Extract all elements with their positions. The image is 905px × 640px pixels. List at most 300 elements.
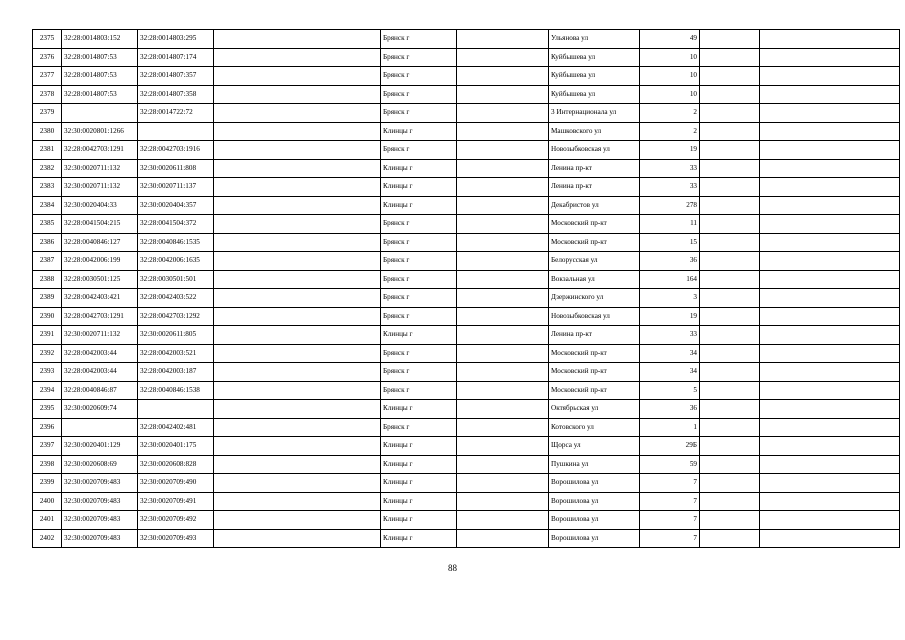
house-number-cell: 10 [640, 48, 700, 67]
house-number-cell: 10 [640, 85, 700, 104]
street-cell: Ленина пр-кт [549, 178, 640, 197]
empty-cell [457, 141, 549, 160]
cadastral-number-premises: 32:28:0042003:187 [138, 363, 214, 382]
street-cell: Ульянова ул [549, 30, 640, 49]
page-number: 88 [448, 563, 457, 573]
empty-cell [760, 252, 900, 271]
house-number-cell: 7 [640, 511, 700, 530]
table-body [33, 30, 900, 548]
table-row [33, 326, 900, 345]
street-cell: Ленина пр-кт [549, 326, 640, 345]
empty-cell [214, 307, 381, 326]
city-cell: Брянск г [381, 48, 457, 67]
table-row [33, 400, 900, 419]
cadastral-number-premises: 32:28:0042703:1292 [138, 307, 214, 326]
city-cell: Брянск г [381, 233, 457, 252]
row-number: 2376 [33, 48, 62, 67]
street-cell: Московский пр-кт [549, 363, 640, 382]
empty-cell [760, 159, 900, 178]
row-number: 2382 [33, 159, 62, 178]
table-row [33, 30, 900, 49]
table-row [33, 178, 900, 197]
empty-cell [760, 122, 900, 141]
city-cell: Клинцы г [381, 400, 457, 419]
street-cell: Московский пр-кт [549, 344, 640, 363]
empty-cell [214, 122, 381, 141]
empty-cell [700, 400, 760, 419]
cadastral-number-parcel: 32:28:0042703:1291 [62, 307, 138, 326]
cadastral-number-premises: 32:28:0014807:358 [138, 85, 214, 104]
cadastral-number-premises: 32:30:0020709:490 [138, 474, 214, 493]
city-cell: Брянск г [381, 270, 457, 289]
empty-cell [700, 196, 760, 215]
empty-cell [457, 492, 549, 511]
city-cell: Клинцы г [381, 159, 457, 178]
table-row [33, 492, 900, 511]
street-cell: Вокзальная ул [549, 270, 640, 289]
cadastral-number-parcel: 32:30:0020609:74 [62, 400, 138, 419]
empty-cell [760, 326, 900, 345]
empty-cell [760, 178, 900, 197]
table-row [33, 455, 900, 474]
cadastral-number-parcel: 32:30:0020709:483 [62, 474, 138, 493]
row-number: 2388 [33, 270, 62, 289]
table-row [33, 289, 900, 308]
empty-cell [214, 178, 381, 197]
street-cell: Декабристов ул [549, 196, 640, 215]
empty-cell [700, 326, 760, 345]
cadastral-number-parcel: 32:28:0030501:125 [62, 270, 138, 289]
empty-cell [760, 418, 900, 437]
row-number: 2390 [33, 307, 62, 326]
table-row [33, 159, 900, 178]
street-cell: Белорусская ул [549, 252, 640, 271]
city-cell: Брянск г [381, 344, 457, 363]
cadastral-number-premises: 32:30:0020709:492 [138, 511, 214, 530]
empty-cell [457, 381, 549, 400]
street-cell: Ворошилова ул [549, 492, 640, 511]
table-row [33, 363, 900, 382]
house-number-cell: 10 [640, 67, 700, 86]
cadastral-number-premises: 32:28:0042003:521 [138, 344, 214, 363]
table-row [33, 270, 900, 289]
house-number-cell: 7 [640, 529, 700, 548]
empty-cell [457, 85, 549, 104]
table-row [33, 511, 900, 530]
house-number-cell: 33 [640, 159, 700, 178]
house-number-cell: 2 [640, 104, 700, 123]
cadastral-number-parcel: 32:28:0014807:53 [62, 85, 138, 104]
cadastral-number-premises: 32:28:0042703:1916 [138, 141, 214, 160]
street-cell: Новозыбковская ул [549, 141, 640, 160]
empty-cell [214, 437, 381, 456]
cadastral-number-premises: 32:28:0014722:72 [138, 104, 214, 123]
row-number: 2400 [33, 492, 62, 511]
empty-cell [760, 529, 900, 548]
empty-cell [457, 178, 549, 197]
house-number-cell: 33 [640, 326, 700, 345]
table-row [33, 529, 900, 548]
row-number: 2395 [33, 400, 62, 419]
cadastral-number-premises: 32:28:0041504:372 [138, 215, 214, 234]
empty-cell [457, 511, 549, 530]
row-number: 2378 [33, 85, 62, 104]
cadastral-number-parcel: 32:28:0041504:215 [62, 215, 138, 234]
empty-cell [760, 381, 900, 400]
row-number: 2377 [33, 67, 62, 86]
empty-cell [700, 381, 760, 400]
house-number-cell: 19 [640, 307, 700, 326]
row-number: 2397 [33, 437, 62, 456]
empty-cell [700, 48, 760, 67]
cadastral-number-premises: 32:30:0020711:137 [138, 178, 214, 197]
empty-cell [700, 307, 760, 326]
empty-cell [457, 529, 549, 548]
empty-cell [760, 289, 900, 308]
empty-cell [457, 289, 549, 308]
table-row [33, 418, 900, 437]
house-number-cell: 2 [640, 122, 700, 141]
empty-cell [700, 178, 760, 197]
empty-cell [214, 289, 381, 308]
row-number: 2386 [33, 233, 62, 252]
empty-cell [700, 363, 760, 382]
empty-cell [214, 252, 381, 271]
empty-cell [457, 159, 549, 178]
cadastral-number-parcel: 32:30:0020801:1266 [62, 122, 138, 141]
empty-cell [700, 215, 760, 234]
city-cell: Брянск г [381, 252, 457, 271]
empty-cell [214, 159, 381, 178]
empty-cell [760, 270, 900, 289]
empty-cell [700, 474, 760, 493]
cadastral-number-premises: 32:28:0042403:522 [138, 289, 214, 308]
empty-cell [760, 437, 900, 456]
city-cell: Клинцы г [381, 196, 457, 215]
row-number: 2381 [33, 141, 62, 160]
street-cell: Ворошилова ул [549, 529, 640, 548]
cadastral-number-premises [138, 400, 214, 419]
empty-cell [214, 104, 381, 123]
cadastral-number-parcel: 32:30:0020709:483 [62, 529, 138, 548]
house-number-cell: 19 [640, 141, 700, 160]
empty-cell [457, 122, 549, 141]
cadastral-number-parcel: 32:28:0014807:53 [62, 67, 138, 86]
cadastral-number-parcel: 32:28:0014803:152 [62, 30, 138, 49]
row-number: 2398 [33, 455, 62, 474]
street-cell: Ленина пр-кт [549, 159, 640, 178]
cadastral-number-premises: 32:30:0020611:808 [138, 159, 214, 178]
table-row [33, 344, 900, 363]
empty-cell [700, 252, 760, 271]
table-row [33, 85, 900, 104]
city-cell: Клинцы г [381, 122, 457, 141]
empty-cell [760, 455, 900, 474]
cadastral-number-parcel [62, 104, 138, 123]
street-cell: Октябрьская ул [549, 400, 640, 419]
empty-cell [214, 85, 381, 104]
table-row [33, 307, 900, 326]
cadastral-number-premises: 32:28:0014807:174 [138, 48, 214, 67]
cadastral-number-parcel: 32:28:0042003:44 [62, 344, 138, 363]
table-row [33, 215, 900, 234]
empty-cell [457, 455, 549, 474]
city-cell: Клинцы г [381, 455, 457, 474]
city-cell: Брянск г [381, 141, 457, 160]
cadastral-number-premises: 32:28:0042006:1635 [138, 252, 214, 271]
cadastral-number-premises: 32:30:0020401:175 [138, 437, 214, 456]
empty-cell [457, 437, 549, 456]
empty-cell [214, 215, 381, 234]
empty-cell [760, 104, 900, 123]
house-number-cell: 36 [640, 252, 700, 271]
cadastral-number-parcel: 32:30:0020709:483 [62, 511, 138, 530]
row-number: 2387 [33, 252, 62, 271]
empty-cell [760, 363, 900, 382]
empty-cell [760, 474, 900, 493]
street-cell: Дзержинского ул [549, 289, 640, 308]
cadastral-number-parcel: 32:28:0040846:127 [62, 233, 138, 252]
city-cell: Клинцы г [381, 437, 457, 456]
house-number-cell: 3 [640, 289, 700, 308]
empty-cell [214, 400, 381, 419]
empty-cell [214, 492, 381, 511]
empty-cell [700, 418, 760, 437]
empty-cell [214, 233, 381, 252]
row-number: 2392 [33, 344, 62, 363]
city-cell: Брянск г [381, 30, 457, 49]
empty-cell [214, 270, 381, 289]
empty-cell [457, 30, 549, 49]
cadastral-number-parcel [62, 418, 138, 437]
city-cell: Клинцы г [381, 511, 457, 530]
row-number: 2389 [33, 289, 62, 308]
table-row [33, 233, 900, 252]
empty-cell [214, 326, 381, 345]
cadastral-number-premises: 32:28:0040846:1538 [138, 381, 214, 400]
empty-cell [214, 196, 381, 215]
empty-cell [214, 474, 381, 493]
house-number-cell: 59 [640, 455, 700, 474]
house-number-cell: 33 [640, 178, 700, 197]
city-cell: Клинцы г [381, 474, 457, 493]
empty-cell [760, 85, 900, 104]
street-cell: Котовского ул [549, 418, 640, 437]
street-cell: 3 Интернационала ул [549, 104, 640, 123]
empty-cell [457, 196, 549, 215]
cadastral-number-parcel: 32:28:0042703:1291 [62, 141, 138, 160]
table-row [33, 196, 900, 215]
empty-cell [760, 48, 900, 67]
empty-cell [457, 344, 549, 363]
city-cell: Брянск г [381, 67, 457, 86]
cadastral-number-premises: 32:30:0020709:493 [138, 529, 214, 548]
empty-cell [700, 159, 760, 178]
row-number: 2396 [33, 418, 62, 437]
table-row [33, 104, 900, 123]
cadastral-number-premises: 32:30:0020611:805 [138, 326, 214, 345]
empty-cell [700, 141, 760, 160]
row-number: 2394 [33, 381, 62, 400]
empty-cell [700, 233, 760, 252]
cadastral-number-parcel: 32:30:0020709:483 [62, 492, 138, 511]
empty-cell [214, 48, 381, 67]
empty-cell [457, 418, 549, 437]
empty-cell [700, 511, 760, 530]
row-number: 2383 [33, 178, 62, 197]
cadastral-number-premises: 32:30:0020404:357 [138, 196, 214, 215]
house-number-cell: 29Б [640, 437, 700, 456]
empty-cell [457, 104, 549, 123]
city-cell: Брянск г [381, 85, 457, 104]
empty-cell [700, 455, 760, 474]
city-cell: Клинцы г [381, 178, 457, 197]
cadastral-number-parcel: 32:30:0020711:132 [62, 178, 138, 197]
empty-cell [214, 381, 381, 400]
house-number-cell: 7 [640, 492, 700, 511]
empty-cell [700, 529, 760, 548]
empty-cell [760, 141, 900, 160]
empty-cell [214, 344, 381, 363]
empty-cell [457, 252, 549, 271]
street-cell: Ворошилова ул [549, 511, 640, 530]
city-cell: Клинцы г [381, 529, 457, 548]
empty-cell [457, 474, 549, 493]
street-cell: Куйбышева ул [549, 48, 640, 67]
empty-cell [700, 104, 760, 123]
empty-cell [760, 492, 900, 511]
cadastral-number-parcel: 32:30:0020404:33 [62, 196, 138, 215]
empty-cell [457, 326, 549, 345]
table-row [33, 252, 900, 271]
row-number: 2401 [33, 511, 62, 530]
cadastral-number-premises: 32:30:0020709:491 [138, 492, 214, 511]
street-cell: Щорса ул [549, 437, 640, 456]
city-cell: Брянск г [381, 215, 457, 234]
empty-cell [700, 122, 760, 141]
empty-cell [760, 30, 900, 49]
street-cell: Ворошилова ул [549, 474, 640, 493]
city-cell: Брянск г [381, 307, 457, 326]
empty-cell [214, 67, 381, 86]
table-row [33, 48, 900, 67]
table-row [33, 67, 900, 86]
empty-cell [700, 270, 760, 289]
street-cell: Машковского ул [549, 122, 640, 141]
empty-cell [760, 307, 900, 326]
street-cell: Новозыбковская ул [549, 307, 640, 326]
empty-cell [214, 30, 381, 49]
cadastral-number-premises: 32:30:0020608:828 [138, 455, 214, 474]
cadastral-number-parcel: 32:28:0042003:44 [62, 363, 138, 382]
cadastral-number-premises: 32:28:0014803:295 [138, 30, 214, 49]
row-number: 2399 [33, 474, 62, 493]
street-cell: Пушкина ул [549, 455, 640, 474]
empty-cell [214, 141, 381, 160]
city-cell: Брянск г [381, 104, 457, 123]
house-number-cell: 1 [640, 418, 700, 437]
empty-cell [760, 344, 900, 363]
row-number: 2380 [33, 122, 62, 141]
street-cell: Московский пр-кт [549, 233, 640, 252]
city-cell: Брянск г [381, 381, 457, 400]
cadastral-number-parcel: 32:30:0020711:132 [62, 159, 138, 178]
street-cell: Куйбышева ул [549, 67, 640, 86]
house-number-cell: 15 [640, 233, 700, 252]
table-row [33, 474, 900, 493]
house-number-cell: 49 [640, 30, 700, 49]
empty-cell [457, 67, 549, 86]
cadastral-number-parcel: 32:30:0020608:69 [62, 455, 138, 474]
cadastral-number-parcel: 32:28:0014807:53 [62, 48, 138, 67]
cadastral-number-parcel: 32:28:0042006:199 [62, 252, 138, 271]
house-number-cell: 36 [640, 400, 700, 419]
cadastral-number-premises: 32:28:0014807:357 [138, 67, 214, 86]
house-number-cell: 164 [640, 270, 700, 289]
empty-cell [700, 437, 760, 456]
registry-table [32, 29, 900, 548]
empty-cell [700, 30, 760, 49]
empty-cell [700, 344, 760, 363]
empty-cell [214, 363, 381, 382]
house-number-cell: 5 [640, 381, 700, 400]
empty-cell [700, 492, 760, 511]
empty-cell [760, 215, 900, 234]
city-cell: Клинцы г [381, 326, 457, 345]
house-number-cell: 34 [640, 344, 700, 363]
empty-cell [760, 196, 900, 215]
row-number: 2379 [33, 104, 62, 123]
cadastral-number-parcel: 32:30:0020711:132 [62, 326, 138, 345]
table-row [33, 141, 900, 160]
city-cell: Брянск г [381, 363, 457, 382]
empty-cell [457, 215, 549, 234]
house-number-cell: 278 [640, 196, 700, 215]
row-number: 2384 [33, 196, 62, 215]
city-cell: Брянск г [381, 418, 457, 437]
empty-cell [700, 67, 760, 86]
empty-cell [214, 529, 381, 548]
row-number: 2393 [33, 363, 62, 382]
row-number: 2385 [33, 215, 62, 234]
cadastral-number-premises: 32:28:0030501:501 [138, 270, 214, 289]
table-row [33, 122, 900, 141]
empty-cell [214, 418, 381, 437]
empty-cell [214, 455, 381, 474]
empty-cell [760, 511, 900, 530]
house-number-cell: 34 [640, 363, 700, 382]
city-cell: Клинцы г [381, 492, 457, 511]
house-number-cell: 7 [640, 474, 700, 493]
row-number: 2391 [33, 326, 62, 345]
empty-cell [214, 511, 381, 530]
empty-cell [760, 400, 900, 419]
table-row [33, 437, 900, 456]
empty-cell [457, 270, 549, 289]
row-number: 2402 [33, 529, 62, 548]
house-number-cell: 11 [640, 215, 700, 234]
city-cell: Брянск г [381, 289, 457, 308]
row-number: 2375 [33, 30, 62, 49]
table-row [33, 381, 900, 400]
cadastral-number-parcel: 32:28:0040846:87 [62, 381, 138, 400]
street-cell: Московский пр-кт [549, 215, 640, 234]
cadastral-number-parcel: 32:28:0042403:421 [62, 289, 138, 308]
street-cell: Куйбышева ул [549, 85, 640, 104]
empty-cell [457, 307, 549, 326]
empty-cell [457, 233, 549, 252]
empty-cell [760, 233, 900, 252]
